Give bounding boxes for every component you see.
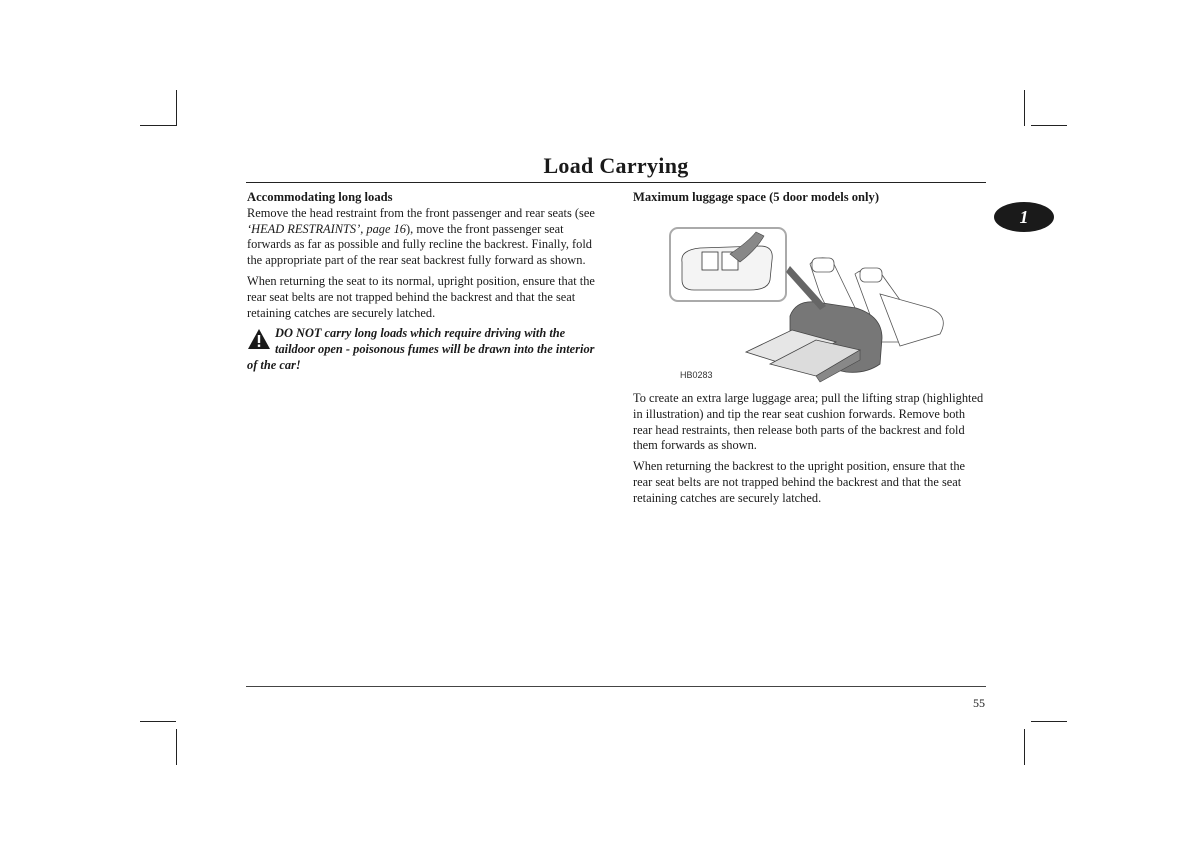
section-heading: Maximum luggage space (5 door models only) — [633, 190, 880, 204]
paragraph — [247, 206, 599, 269]
crop-mark — [1031, 721, 1067, 722]
right-column-body — [633, 391, 985, 512]
crop-mark — [176, 729, 177, 765]
illustration-code: HB0283 — [680, 370, 713, 380]
paragraph-text: Remove the head restraint from the front passenger and rear seats (see — [247, 205, 595, 220]
section-heading: Accommodating long loads — [247, 190, 393, 204]
paragraph: To create an extra large luggage area; pull the lifting strap (highlighted in illustration) and tip the rear seat cushion forwards. Remove both rear head restraints, then release both parts of the backrest and fold them forwards as shown. — [633, 391, 984, 453]
right-column — [633, 190, 985, 206]
rear-seat-illustration — [660, 224, 960, 388]
crop-mark — [1031, 125, 1067, 126]
crop-mark — [176, 90, 177, 126]
paragraph: When returning the backrest to the upright position, ensure that the rear seat belts are not trapped behind the backrest and that the seat retaining catches are securely latched. — [633, 459, 966, 505]
paragraph-text: ), move the front passenger seat forwards as far as possible and fully recline the backrest. Finally, fold the appropriate part of the rear seat backrest fully forward as shown. — [247, 221, 592, 268]
warning-block — [247, 326, 599, 373]
crop-mark — [1024, 729, 1025, 765]
left-column — [247, 190, 599, 374]
warning-triangle-icon — [247, 328, 271, 350]
crop-mark — [140, 125, 176, 126]
footer-divider — [246, 686, 986, 687]
warning-text: DO NOT carry long loads which require driving with the taildoor open - poisonous fumes will be drawn into the interior of the car! — [247, 326, 595, 372]
paragraph: When returning the seat to its normal, upright position, ensure that the rear seat belts are not trapped behind the backrest and that the seat retaining catches are securely latched. — [247, 273, 595, 320]
crop-mark — [140, 721, 176, 722]
page-title: Load Carrying — [543, 153, 689, 178]
cross-reference: ‘HEAD RESTRAINTS’, page 16 — [247, 221, 406, 236]
page-number: 55 — [973, 696, 985, 710]
crop-mark — [1024, 90, 1025, 126]
chapter-tab: 1 — [994, 202, 1054, 232]
title-divider — [246, 182, 986, 183]
